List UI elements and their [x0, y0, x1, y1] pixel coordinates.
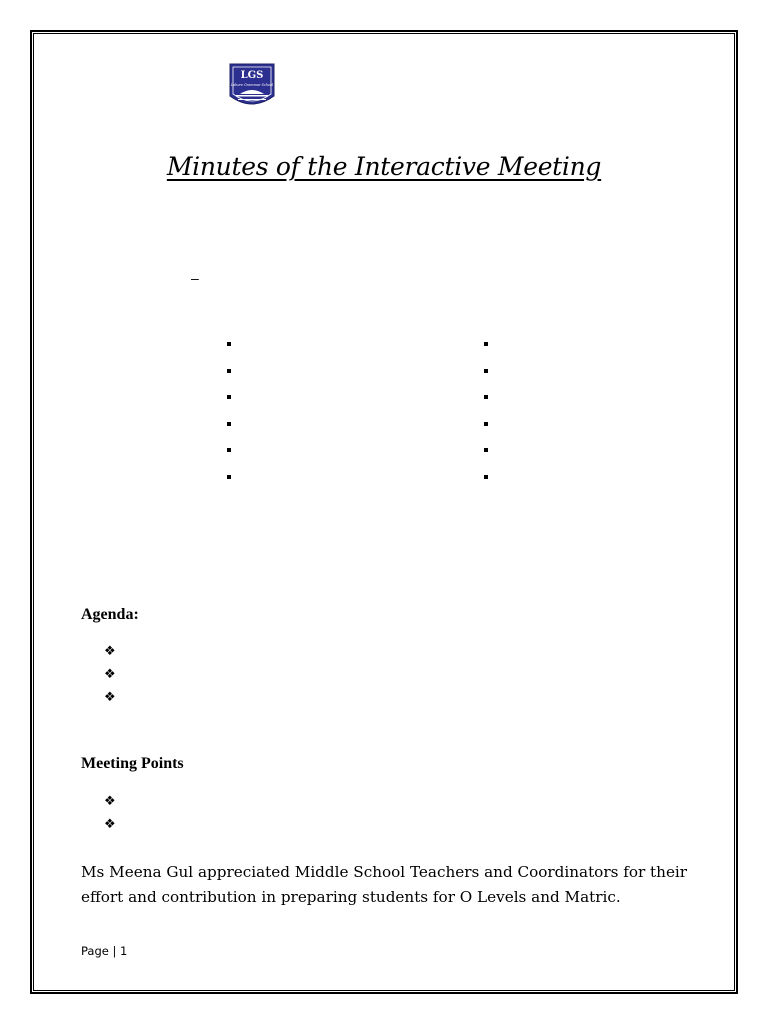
- document-title: Minutes of the Interactive Meeting: [166, 152, 602, 181]
- square-bullet-icon: [484, 448, 488, 452]
- logo-subtext: Lahore Grammar School: [230, 83, 274, 87]
- square-bullet-icon: [484, 342, 488, 346]
- dash-mark: –: [191, 270, 199, 286]
- list-item: [104, 686, 116, 709]
- square-bullet-icon: [484, 369, 488, 373]
- school-logo: [228, 62, 276, 112]
- diamond-bullet-icon: ❖: [104, 794, 116, 809]
- meeting-paragraph: Ms Meena Gul appreciated Middle School Teachers and Coordinators for their effort and contribution in preparing students for O Levels and Matric.: [81, 863, 688, 906]
- diamond-bullet-icon: ❖: [104, 690, 116, 705]
- logo-text: LGS: [240, 70, 264, 81]
- meeting-points-heading: Meeting Points: [81, 755, 184, 772]
- square-bullet-icon: [484, 395, 488, 399]
- diamond-bullet-icon: ❖: [104, 817, 116, 832]
- square-bullet-icon: [227, 475, 231, 479]
- square-bullet-icon: [227, 369, 231, 373]
- list-item: [104, 790, 116, 813]
- square-bullet-icon: [227, 342, 231, 346]
- diamond-bullet-icon: ❖: [104, 644, 116, 659]
- meeting-points-list: [104, 790, 116, 836]
- square-bullet-icon: [227, 395, 231, 399]
- square-bullet-icon: [227, 422, 231, 426]
- square-bullet-icon: [484, 422, 488, 426]
- page-number-footer: Page | 1: [81, 944, 128, 958]
- list-item: [104, 640, 116, 663]
- agenda-heading: Agenda:: [81, 606, 139, 623]
- diamond-bullet-icon: ❖: [104, 667, 116, 682]
- square-bullet-icon: [484, 475, 488, 479]
- list-item: [104, 663, 116, 686]
- square-bullet-icon: [227, 448, 231, 452]
- list-item: [104, 813, 116, 836]
- agenda-list: [104, 640, 116, 709]
